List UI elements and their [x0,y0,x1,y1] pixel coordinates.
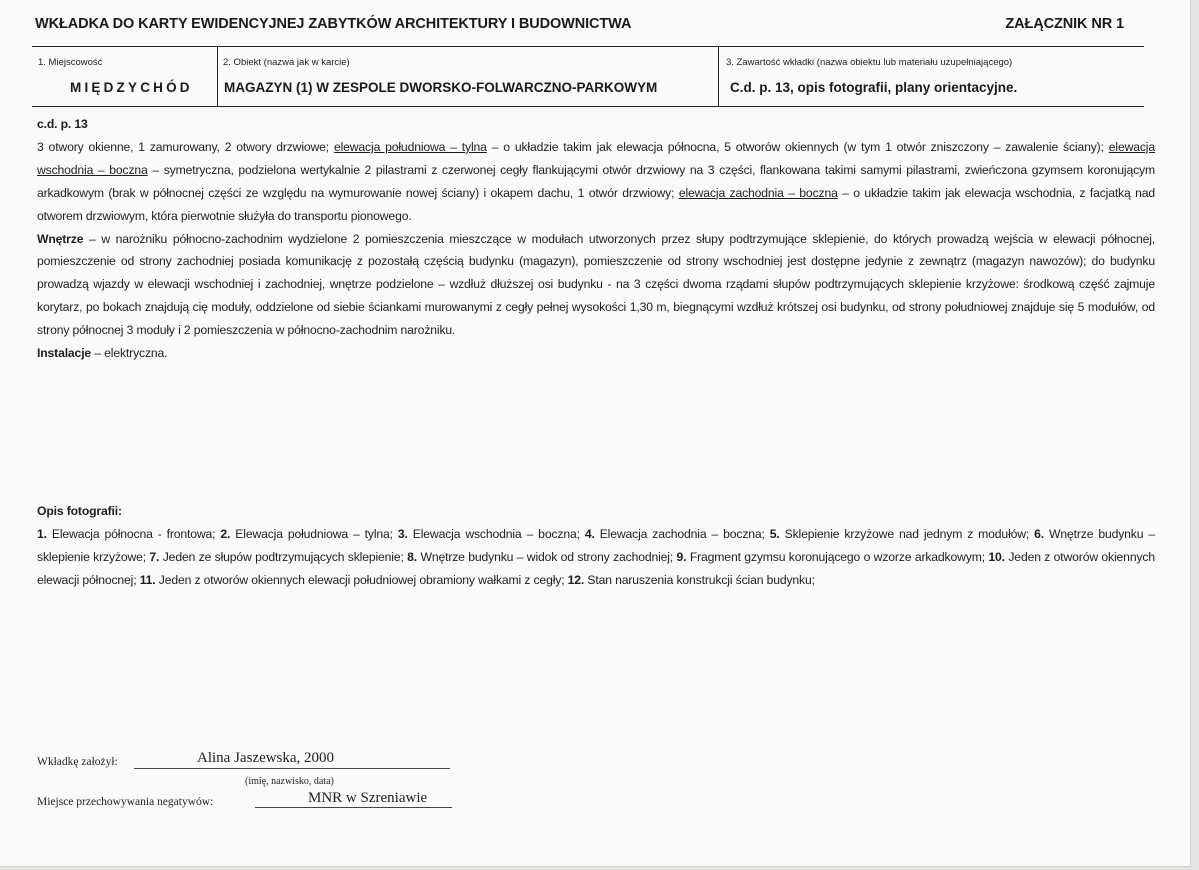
installations-paragraph: Instalacje – elektryczna. [37,346,168,361]
storage-line [255,807,452,808]
form-title: WKŁADKA DO KARTY EWIDENCYJNEJ ZABYTKÓW ARCHITEKTURY I BUDOWNICTWA [35,16,632,32]
east-facade-term: elewacja wschodnia – boczna [37,139,1155,177]
author-hint: (imię, nazwisko, data) [245,776,334,787]
grid-divider-2 [718,47,719,106]
photos-section [37,500,1155,592]
photos-list: 1. Elewacja północna - frontowa; 2. Elewacja południowa – tylna; 3. Elewacja wschodnia – boczna; 4. Elewacja zachodnia – boczna; 5. Sklepienie krzyżowe nad jednym z modułów; 6. Wnętrze budynku – sklepienie krzyżowe; 7. Jeden ze słupów podtrzymujących sklepienie; 8. Wnętrze budynku – widok od strony zachodniej; 9. Fragment gzymsu koronującego o wzorze arkadkowym; 10. Jeden z otworów okiennych elewacji północnej; 11. Jeden z otworów okiennych elewacji południowej obramiony wałkami z cegły; 12. Stan naruszenia konstrukcji ścian budynku; [37,526,1155,587]
object-label: 2. Obiekt (nazwa jak w karcie) [223,57,350,68]
grid-top-line [32,46,1144,47]
grid-divider-1 [217,47,218,106]
interior-label: Wnętrze [37,231,84,246]
object-value: MAGAZYN (1) W ZESPOLE DWORSKO-FOLWARCZNO-PARKOWYM [224,80,658,95]
storage-value: MNR w Szreniawie [308,790,428,806]
photos-heading: Opis fotografii: [37,504,122,518]
description-section [37,113,1155,365]
locality-value: MIĘDZYCHÓD [70,80,193,95]
author-line [134,768,450,769]
facades-paragraph: 3 otwory okienne, 1 zamurowany, 2 otwory drzwiowe; elewacja południowa – tylna – o układzie takim jak elewacja północna, 5 otworów okiennych (w tym 1 otwór zniszczony – zawalenie ściany); elewacja wschodnia – boczna – symetryczna, podzielona wertykalnie 2 pilastrami z czerwonej cegły flankującymi otwór drzwiowy na 3 części, flankowana takimi samymi pilastrami, zwieńczona gzymsem koronującym arkadkowym (brak w północnej części ze względu na wymurowanie nowej ściany) i okapem dachu, 1 otwór drzwiowy; elewacja zachodnia – boczna – o układzie takim jak elewacja wschodnia, z facjatką nad otworem drzwiowym, która pierwotnie służyła do transportu pionowego. [37,139,1155,223]
storage-label: Miejsce przechowywania negatywów: [37,796,214,808]
contents-value: C.d. p. 13, opis fotografii, plany orientacyjne. [730,80,1018,95]
locality-label: 1. Miejscowość [38,57,103,68]
contents-label: 3. Zawartość wkładki (nazwa obiektu lub materiału uzupełniającego) [726,57,1013,68]
grid-bottom-line [32,106,1144,107]
installations-label: Instalacje [37,346,92,361]
continuation-heading: c.d. p. 13 [37,117,88,131]
west-facade-term: elewacja zachodnia – boczna [678,185,838,200]
annex-number: ZAŁĄCZNIK NR 1 [1005,16,1124,32]
south-facade-term: elewacja południowa – tylna [333,139,487,154]
author-value: Alina Jaszewska, 2000 [197,750,335,766]
author-label: Wkładkę założył: [37,756,118,768]
interior-paragraph: Wnętrze – w narożniku północno-zachodnim wydzielone 2 pomieszczenia mieszczące w modułach utworzonych przez słupy podtrzymujące sklepienie, do których prowadzą wejścia w elewacji północnej, pomieszczenie od strony zachodniej posiada komunikację z pozostałą częścią budynku (magazyn), pomieszczenie od strony wschodniej jest dostępne jedynie z zewnątrz (magazyn nawozów); do budynku prowadzą wjazdy w elewacji wschodniej i zachodniej, wnętrze podzielone – wzdłuż dłuższej osi budynku - na 3 części dwoma rządami słupów podtrzymujących sklepienie krzyżowe: środkową część zajmuje korytarz, po bokach znajdują cię moduły, oddzielone od siebie ściankami murowanymi z cegły pełnej wysokości 1,30 m, biegnącymi wzdłuż krótszej osi budynku, od strony południowej znajduje się 5 modułów, od strony północnej 3 moduły i 2 pomieszczenia w północno-zachodnim narożniku. [37,231,1155,338]
